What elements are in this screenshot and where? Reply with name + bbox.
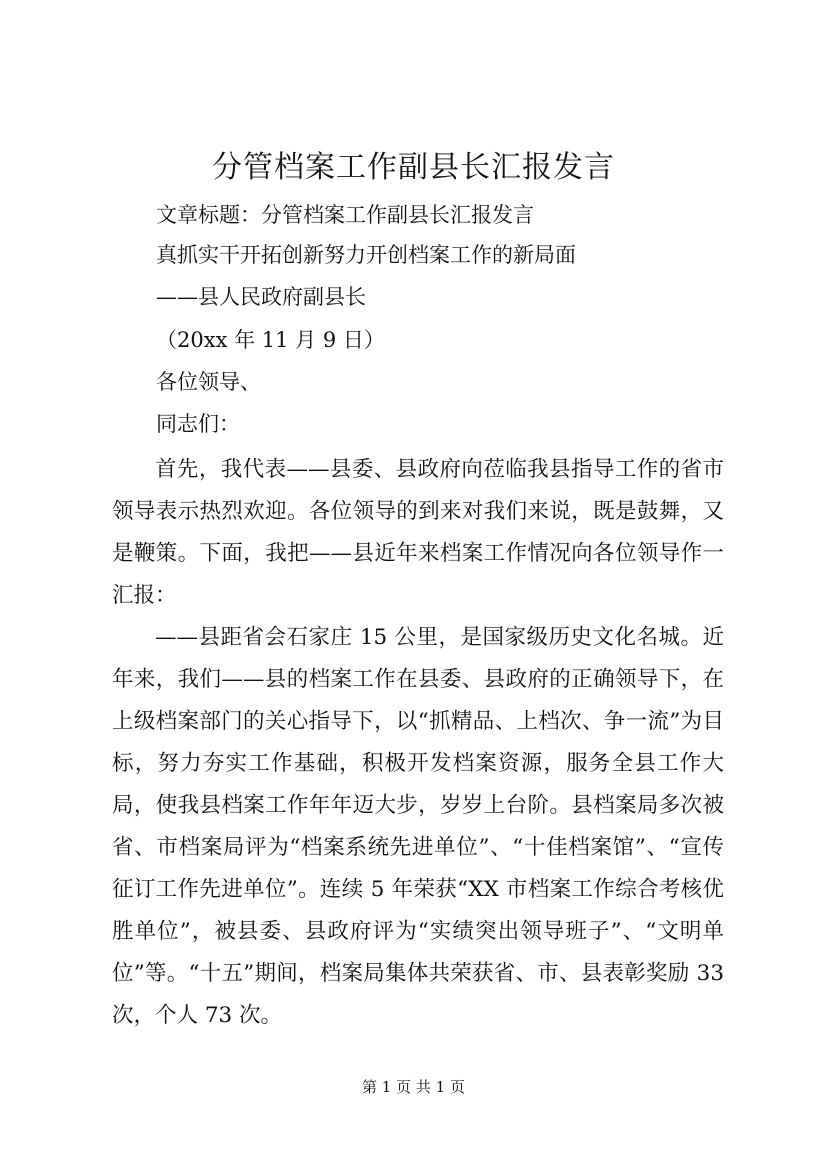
greeting-comrades: 同志们： <box>156 412 240 436</box>
greeting-leaders: 各位领导、 <box>156 370 261 394</box>
document-title: 分管档案工作副县长汇报发言 <box>212 150 615 185</box>
page-footer: 第 1 页 共 1 页 <box>362 1078 465 1096</box>
speech-subtitle: 真抓实干开拓创新努力开创档案工作的新局面 <box>156 243 576 267</box>
paragraph-overview: ——县距省会石家庄 15 公里，是国家级历史文化名城。近年来，我们——县的档案工作在县委、县政府的正确领导下，在上级档案部门的关心指导下，以“抓精品、上档次、争一流”为目标，努力夯实工作基础，积极开发档案资源，服务全县工作大局，使我县档案工作年年迈大步，岁岁上台阶。县档案局多次被省、市档案局评为“档案系统先进单位”、“十佳档案馆”、“宣传征订工作先进单位”。连续 5 年荣获“XX 市档案工作综合考核优胜单位”，被县委、县政府评为“实绩突出领导班子”、“文明单位”等。“十五”期间，档案局集体共荣获省、市、县表彰奖励 33 次，个人 73 次。 <box>112 625 724 1028</box>
paragraph-opening: 首先，我代表——县委、县政府向莅临我县指导工作的省市领导表示热烈欢迎。各位领导的到来对我们来说，既是鼓舞，又是鞭策。下面，我把——县近年来档案工作情况向各位领导作一汇报： <box>112 457 724 608</box>
date-line: （20xx 年 11 月 9 日） <box>156 328 385 352</box>
article-title-line: 文章标题：分管档案工作副县长汇报发言 <box>156 203 534 227</box>
speaker-line: ——县人民政府副县长 <box>156 285 366 309</box>
